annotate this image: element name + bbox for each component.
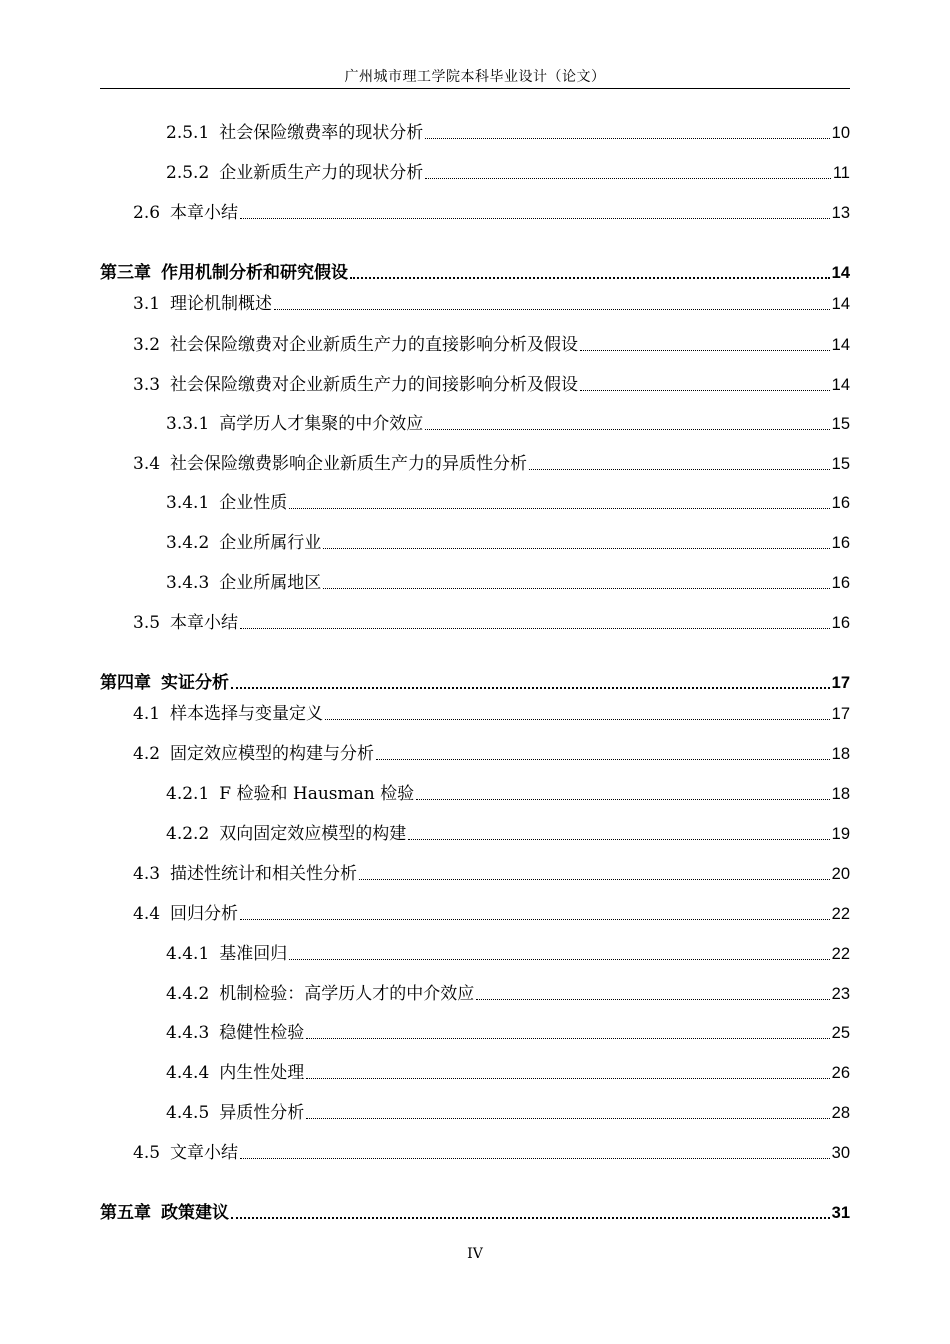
toc-section-entry[interactable] — [100, 1061, 850, 1085]
toc-page-number: 16 — [831, 574, 850, 592]
toc-section-entry[interactable] — [100, 373, 850, 397]
toc-number: 第三章 — [100, 263, 151, 283]
toc-leader-dots — [289, 959, 829, 960]
toc-leader-dots — [529, 469, 830, 470]
toc-leader-dots — [306, 1118, 829, 1119]
toc-section-entry[interactable] — [100, 491, 850, 515]
toc-title: 实证分析 — [161, 673, 229, 693]
toc-page-number: 16 — [831, 614, 850, 632]
toc-title: 稳健性检验 — [219, 1023, 305, 1043]
toc-title: 基准回归 — [219, 944, 288, 964]
toc-leader-dots — [580, 390, 830, 391]
toc-section-entry[interactable] — [100, 201, 850, 225]
toc-page-number: 18 — [831, 785, 850, 803]
toc-number: 3.5 — [133, 613, 161, 633]
toc-chapter-entry[interactable] — [100, 671, 850, 695]
toc-leader-dots — [425, 178, 831, 179]
toc-page-number: 19 — [831, 825, 850, 843]
toc-page-number: 28 — [831, 1104, 850, 1122]
toc-title: 异质性分析 — [219, 1103, 305, 1123]
toc-number: 第五章 — [100, 1203, 151, 1223]
toc-leader-dots — [306, 1078, 829, 1079]
toc-number: 2.5.1 — [166, 123, 210, 143]
toc-title: 文章小结 — [170, 1143, 239, 1163]
page-number: IV — [467, 1246, 483, 1262]
toc-section-entry[interactable] — [100, 742, 850, 766]
toc-page-number: 18 — [831, 745, 850, 763]
toc-title: 企业新质生产力的现状分析 — [219, 163, 424, 183]
toc-title: F 检验和 Hausman 检验 — [219, 784, 415, 804]
toc-number: 3.3.1 — [166, 414, 210, 434]
toc-section-entry[interactable] — [100, 1101, 850, 1125]
toc-number: 3.4.2 — [166, 533, 210, 553]
toc-section-entry[interactable] — [100, 982, 850, 1006]
toc-title: 社会保险缴费率的现状分析 — [219, 123, 424, 143]
toc-page-number: 14 — [831, 264, 850, 282]
toc-title: 企业所属地区 — [219, 573, 322, 593]
running-header: 广州城市理工学院本科毕业设计（论文） — [344, 69, 606, 85]
toc-leader-dots — [580, 350, 830, 351]
toc-leader-dots — [325, 719, 830, 720]
toc-leader-dots — [476, 999, 829, 1000]
toc-number: 4.2.2 — [166, 824, 210, 844]
toc-section-entry[interactable] — [100, 902, 850, 926]
toc-number: 4.4.2 — [166, 984, 210, 1004]
toc-number: 3.4 — [133, 454, 161, 474]
toc-title: 本章小结 — [170, 203, 239, 223]
toc-number: 3.3 — [133, 375, 161, 395]
toc-page-number: 10 — [831, 124, 850, 142]
toc-page-number: 13 — [831, 204, 850, 222]
toc-title: 固定效应模型的构建与分析 — [170, 744, 375, 764]
toc-section-entry[interactable] — [100, 531, 850, 555]
toc-leader-dots — [425, 429, 829, 430]
toc-leader-dots — [416, 799, 830, 800]
toc-title: 理论机制概述 — [170, 294, 273, 314]
toc-leader-dots — [376, 759, 830, 760]
toc-leader-dots — [274, 309, 830, 310]
toc-number: 4.3 — [133, 864, 161, 884]
toc-title: 回归分析 — [170, 904, 239, 924]
toc-section-entry[interactable] — [100, 1141, 850, 1165]
toc-number: 4.1 — [133, 704, 161, 724]
toc-leader-dots — [289, 508, 829, 509]
toc-leader-dots — [240, 628, 830, 629]
toc-title: 样本选择与变量定义 — [170, 704, 324, 724]
toc-page-number: 17 — [831, 705, 850, 723]
toc-section-entry[interactable] — [100, 782, 850, 806]
toc-title: 社会保险缴费对企业新质生产力的直接影响分析及假设 — [170, 335, 579, 355]
toc-number: 第四章 — [100, 673, 151, 693]
toc-number: 3.2 — [133, 335, 161, 355]
toc-leader-dots — [323, 588, 829, 589]
toc-leader-dots — [350, 277, 830, 279]
toc-leader-dots — [323, 548, 829, 549]
toc-page-number: 15 — [831, 415, 850, 433]
toc-page-number: 16 — [831, 494, 850, 512]
toc-page-number: 14 — [831, 376, 850, 394]
toc-chapter-entry[interactable] — [100, 261, 850, 285]
toc-number: 3.4.1 — [166, 493, 210, 513]
toc-title: 作用机制分析和研究假设 — [161, 263, 348, 283]
toc-number: 4.4.3 — [166, 1023, 210, 1043]
toc-page-number: 22 — [831, 945, 850, 963]
toc-page-number: 14 — [831, 295, 850, 313]
toc-leader-dots — [240, 1158, 830, 1159]
toc-section-entry[interactable] — [100, 611, 850, 635]
toc-page-number: 26 — [831, 1064, 850, 1082]
toc-number: 2.6 — [133, 203, 161, 223]
toc-section-entry[interactable] — [100, 412, 850, 436]
toc-page-number: 14 — [831, 336, 850, 354]
toc-title: 本章小结 — [170, 613, 239, 633]
toc-section-entry[interactable] — [100, 1021, 850, 1045]
toc-leader-dots — [306, 1038, 829, 1039]
toc-section-entry[interactable] — [100, 942, 850, 966]
toc-page-number: 17 — [831, 674, 850, 692]
toc-title: 描述性统计和相关性分析 — [170, 864, 358, 884]
toc-number: 4.4.4 — [166, 1063, 210, 1083]
toc-section-entry[interactable] — [100, 702, 850, 726]
toc-page-number: 20 — [831, 865, 850, 883]
toc-page-number: 30 — [831, 1144, 850, 1162]
toc-leader-dots — [240, 919, 830, 920]
toc-title: 企业所属行业 — [219, 533, 322, 553]
toc-page-number: 23 — [831, 985, 850, 1003]
toc-title: 高学历人才集聚的中介效应 — [219, 414, 424, 434]
toc-number: 2.5.2 — [166, 163, 210, 183]
toc-page-number: 25 — [831, 1024, 850, 1042]
toc-title: 社会保险缴费对企业新质生产力的间接影响分析及假设 — [170, 375, 579, 395]
toc-section-entry[interactable] — [100, 571, 850, 595]
toc-title: 机制检验：高学历人才的中介效应 — [219, 984, 475, 1004]
toc-title: 内生性处理 — [219, 1063, 305, 1083]
toc-section-entry[interactable] — [100, 161, 850, 185]
toc-section-entry[interactable] — [100, 333, 850, 357]
toc-title: 政策建议 — [161, 1203, 229, 1223]
toc-page-number: 22 — [831, 905, 850, 923]
toc-leader-dots — [231, 687, 830, 689]
toc-section-entry[interactable] — [100, 452, 850, 476]
toc-leader-dots — [359, 879, 830, 880]
toc-leader-dots — [425, 138, 829, 139]
toc-section-entry[interactable] — [100, 121, 850, 145]
toc-title: 双向固定效应模型的构建 — [219, 824, 407, 844]
toc-title: 企业性质 — [219, 493, 288, 513]
toc-section-entry[interactable] — [100, 822, 850, 846]
toc-section-entry[interactable] — [100, 862, 850, 886]
toc-section-entry[interactable] — [100, 292, 850, 316]
toc-leader-dots — [231, 1217, 830, 1219]
toc-number: 4.2.1 — [166, 784, 210, 804]
toc-leader-dots — [240, 218, 830, 219]
toc-page-number: 31 — [831, 1204, 850, 1222]
toc-chapter-entry[interactable] — [100, 1201, 850, 1225]
toc-page-number: 16 — [831, 534, 850, 552]
toc-number: 3.1 — [133, 294, 161, 314]
toc-number: 4.4.1 — [166, 944, 210, 964]
toc-number: 4.5 — [133, 1143, 161, 1163]
toc-number: 4.4.5 — [166, 1103, 210, 1123]
toc-number: 4.2 — [133, 744, 161, 764]
toc-page-number: 11 — [832, 164, 850, 182]
toc-number: 4.4 — [133, 904, 161, 924]
toc-title: 社会保险缴费影响企业新质生产力的异质性分析 — [170, 454, 528, 474]
toc-page-number: 15 — [831, 455, 850, 473]
toc-number: 3.4.3 — [166, 573, 210, 593]
toc-leader-dots — [408, 839, 829, 840]
header-rule — [100, 88, 850, 89]
